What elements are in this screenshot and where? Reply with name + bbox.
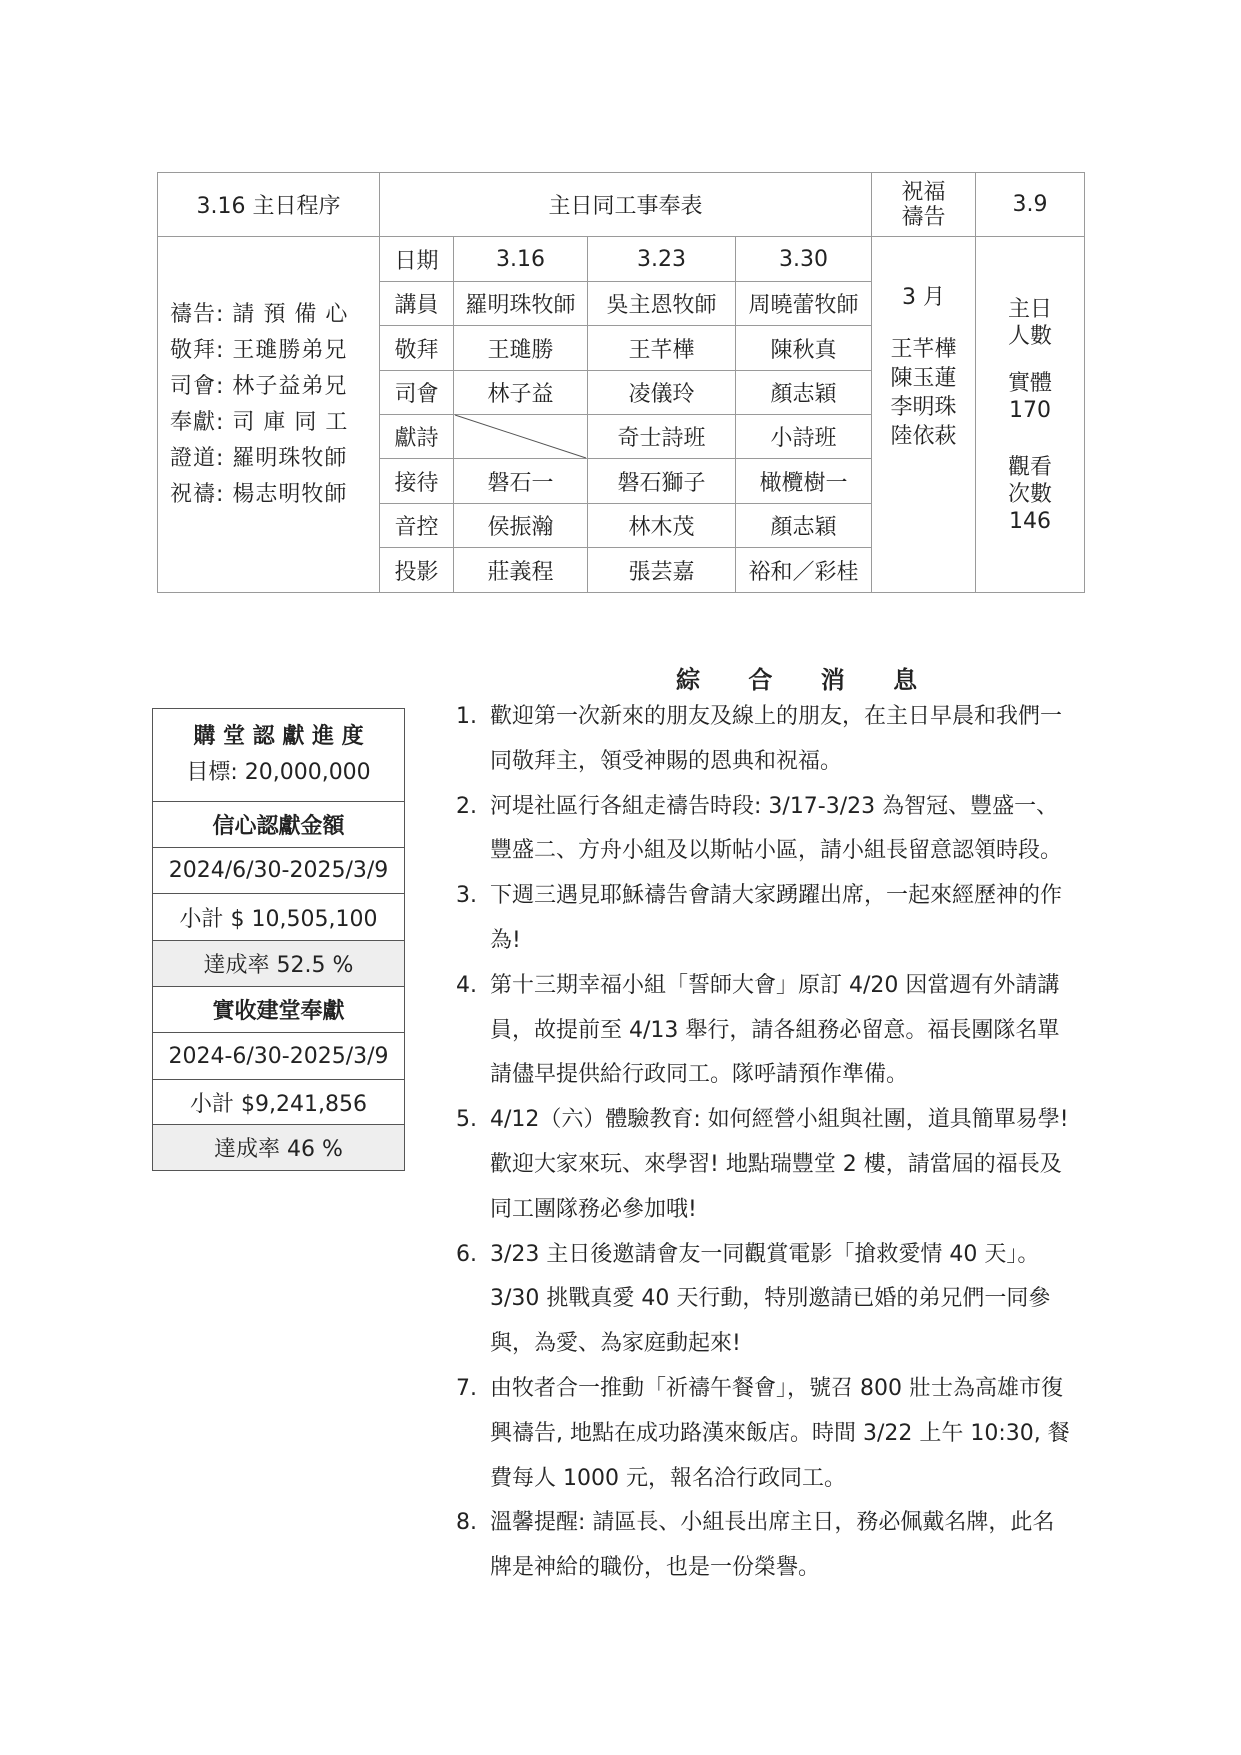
program-person: 司 庫 同 工: [232, 410, 349, 435]
program-person: 請 預 備 心: [232, 302, 349, 327]
roster-header-cell: 3.23: [637, 246, 686, 272]
roster-role-cell: 獻詩: [394, 426, 439, 451]
pledge-header: [153, 709, 404, 801]
news-item: [456, 1501, 1076, 1591]
roster-cell: 顏志穎: [770, 515, 837, 540]
program-role: 敬拜:: [170, 338, 233, 363]
news-item: [456, 695, 1076, 785]
faith-title: 信心認獻金額: [153, 801, 404, 847]
program-item: [170, 333, 348, 369]
news-item-text: 4/12（六）體驗教育: 如何經營小組與社團，道具簡單易學! 歡迎大家來玩、來學習! 地點瑞豐堂 2 樓，請當屆的福長及同工團隊務必參加哦!: [490, 1107, 1069, 1222]
news-item: [456, 1367, 1076, 1501]
views-value: 146: [1009, 509, 1051, 534]
news-item: [456, 964, 1076, 1098]
roster-header-cell: 日期: [394, 248, 439, 274]
blessing-name: 陸依萩: [890, 424, 957, 449]
roster-header-cell: 3.16: [496, 246, 545, 272]
roster-cell: 王璡勝: [487, 337, 554, 363]
roster-cell: 橄欖樹一: [759, 470, 848, 496]
program-role: 證道:: [170, 446, 233, 471]
news-item-number: 4.: [456, 972, 477, 998]
program-role: 奉獻:: [170, 410, 233, 435]
news-item-number: 7.: [456, 1375, 477, 1401]
roster-cell: 羅明珠牧師: [465, 293, 576, 318]
news-item: [456, 1098, 1076, 1232]
program-item: [170, 441, 348, 477]
blessing-date: 3.9: [1012, 192, 1048, 217]
program-role: 禱告:: [170, 302, 233, 327]
roster-cell: 侯振瀚: [487, 515, 554, 540]
blessing-title: 祝福 禱告: [901, 179, 946, 230]
news-item-text: 由牧者合一推動「祈禱午餐會」，號召 800 壯士為高雄市復興禱告, 地點在成功路漢來飯店。時間 3/22 上午 10:30, 餐費每人 1000 元，報名洽行政同工。: [490, 1375, 1070, 1491]
news-item-text: 3/23 主日後邀請會友一同觀賞電影「搶救愛情 40 天」。3/30 挑戰真愛 40 天行動，特別邀請已婚的弟兄們一同參與，為愛、為家庭動起來!: [490, 1241, 1051, 1357]
roster-cell: 凌儀玲: [628, 382, 695, 407]
news-item-text: 第十三期幸福小組「誓師大會」原訂 4/20 因當週有外請講員，故提前至 4/13 舉行，請各組務必留意。福長團隊名單請儘早提供給行政同工。隊呼請預作準備。: [490, 972, 1060, 1088]
roster-cell: 奇士詩班: [617, 426, 706, 451]
news-list: [456, 695, 1076, 1591]
news-item: [456, 1233, 1076, 1367]
news-item-number: 3.: [456, 883, 477, 909]
news-title: 綜 合 消 息: [676, 666, 938, 694]
roster-cell: 磐石獅子: [617, 470, 706, 496]
attendance-label-line2: 人數: [1007, 324, 1052, 349]
attendance-label-line1: 主日: [1007, 297, 1052, 322]
roster-cell: 小詩班: [770, 426, 837, 451]
roster-role-cell: 接待: [394, 470, 439, 496]
program-person: 林子益弟兄: [232, 374, 348, 399]
program-item: [170, 477, 348, 513]
views-label-line1: 觀看: [1007, 455, 1052, 480]
roster-cell: 張芸嘉: [628, 559, 695, 585]
program-person: 羅明珠牧師: [232, 446, 348, 471]
actual-rate: 達成率 46 %: [153, 1124, 404, 1170]
roster-cell: 林木茂: [628, 515, 695, 540]
news-item: [456, 874, 1076, 964]
blessing-name: 王芊樺: [890, 337, 957, 362]
roster-role-cell: 敬拜: [394, 337, 439, 363]
news-item-number: 2.: [456, 793, 477, 819]
pledge-goal: 目標: 20,000,000: [186, 760, 371, 785]
news-item-text: 河堤社區行各組走禱告時段: 3/17-3/23 為智冠、豐盛一、豐盛二、方舟小組及以斯帖小區，請小組長留意認領時段。: [490, 793, 1063, 864]
attendance: [976, 296, 1084, 535]
physical-label: 實體: [1007, 371, 1052, 396]
physical-value: 170: [1009, 398, 1051, 423]
roster-header-cell: 3.30: [779, 246, 828, 272]
program-person: 楊志明牧師: [232, 482, 348, 507]
pledge-title: 購 堂 認 獻 進 度: [193, 724, 364, 749]
program-role: 司會:: [170, 374, 233, 399]
news-item-number: 6.: [456, 1241, 477, 1267]
news-item-number: 1.: [456, 704, 477, 729]
roster-role-cell: 音控: [394, 515, 439, 540]
faith-rate: 達成率 52.5 %: [153, 940, 404, 986]
actual-subtotal: 小計 $9,241,856: [153, 1079, 404, 1124]
blessing-name: 陳玉蓮: [890, 366, 957, 391]
roster-cell: [454, 415, 587, 458]
roster-cell: 裕和／彩桂: [748, 559, 859, 585]
news-item-number: 8.: [456, 1510, 477, 1536]
actual-title: 實收建堂奉獻: [153, 986, 404, 1032]
news-item-text: 下週三遇見耶穌禱告會請大家踴躍出席，一起來經歷神的作為!: [490, 883, 1063, 953]
roster-role-cell: 講員: [394, 293, 439, 318]
news-item-text: 溫馨提醒: 請區長、小組長出席主日，務必佩戴名牌，此名牌是神給的職份，也是一份榮譽。: [490, 1510, 1055, 1581]
blessing-month: 3 月: [902, 285, 945, 310]
blessing-list: [872, 284, 975, 451]
program-item: [170, 297, 348, 333]
program-item: [170, 369, 348, 405]
news-item-text: 歡迎第一次新來的朋友及線上的朋友，在主日早晨和我們一同敬拜主，領受神賜的恩典和祝福。: [490, 704, 1063, 774]
roster-role-cell: 投影: [394, 559, 439, 585]
roster-cell: 磐石一: [487, 470, 554, 496]
actual-period: 2024-6/30-2025/3/9: [153, 1032, 404, 1079]
roster-role-cell: 司會: [394, 382, 439, 407]
roster-cell: 莊義程: [487, 559, 554, 585]
program-role: 祝禱:: [170, 482, 233, 507]
views-label-line2: 次數: [1007, 482, 1052, 507]
program-item: [170, 405, 348, 441]
roster-cell: 吳主恩牧師: [606, 293, 717, 318]
roster-cell: 周曉蕾牧師: [748, 293, 859, 318]
pledge-progress-box: [152, 708, 405, 1171]
program-title: 3.16 主日程序: [196, 194, 341, 219]
program-person: 王璡勝弟兄: [232, 338, 348, 363]
news-item: [456, 785, 1076, 875]
roster-cell: 王芊樺: [628, 337, 695, 363]
faith-subtotal: 小計 $ 10,505,100: [153, 893, 404, 940]
faith-period: 2024/6/30-2025/3/9: [153, 847, 404, 893]
program-list: [170, 297, 348, 513]
roster-cell: 林子益: [487, 382, 554, 407]
news-item-number: 5.: [456, 1107, 477, 1133]
roster-title: 主日同工事奉表: [548, 194, 703, 219]
blessing-name: 李明珠: [890, 395, 957, 420]
roster-cell: 陳秋真: [770, 337, 837, 363]
roster-cell: 顏志穎: [770, 382, 837, 407]
